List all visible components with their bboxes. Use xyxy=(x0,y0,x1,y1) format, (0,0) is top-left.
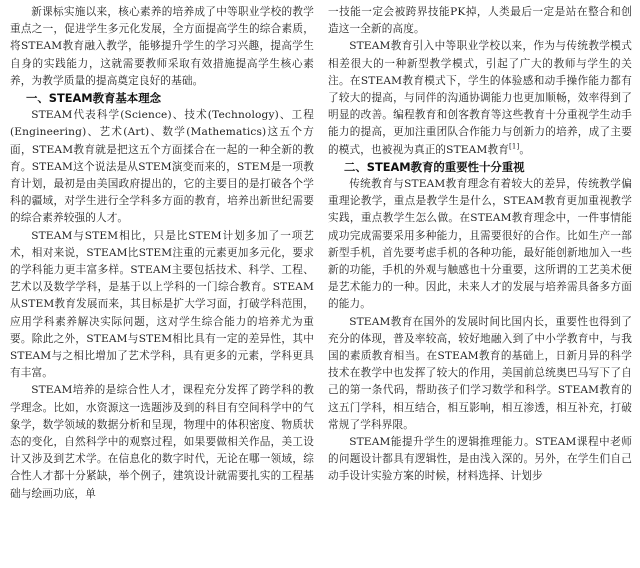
section-heading-1: 一、STEAM教育基本理念 xyxy=(25,91,161,106)
continued-paragraph: 一技能一定会被跨界技能PK掉，人类最后一定是站在整合和创造这一全新的高度。 xyxy=(328,6,632,36)
right-column xyxy=(328,4,632,568)
body-paragraph: STEAM教育在国外的发展时间比国内长，重要性也得到了充分的体现，普及率较高，较好地融入到了中小学教育中，与我国的素质教育相当。在STEAM教育的基础上，日新月异的科学技术在教学中也发挥了较大的作用，美国前总统奥巴马写下了自己的第一条代码，帮助孩子们学习数学和科学。STEAM教育的这五门学科，相互结合，相互影响，相互渗透，相互补充，打破常规了学科界限。 xyxy=(328,315,632,431)
body-paragraph xyxy=(328,38,632,158)
citation-ref[interactable]: [1] xyxy=(508,142,520,151)
intro-paragraph: 新课标实施以来，核心素养的培养成了中等职业学校的教学重点之一，促进学生多元化发展，全方面提高学生的综合素质，将STEAM教育融入教学，能够提升学生的学习兴趣，提高学生自身的实践能力，这就需要教师采取有效措施提高学生核心素养，为教学质量的提高奠定良好的基础。 xyxy=(10,6,314,87)
body-paragraph: STEAM代表科学(Science)、技术(Technology)、工程(Engineering)、艺术(Art)、数学(Mathematics)这五个方面，STEAM教育就是把这五个方面揉合在一起的一种全新的教育。STEAM这个说法是从STEM演变而来的，STEM是一项教育计划，最初是由美国政府提出的，它的主要目的是打破各个学科的疆域，对学生进行全学科多方面的教育，培养出新世纪需要的综合素养较强的人才。 xyxy=(10,109,314,225)
left-column xyxy=(10,4,314,568)
section-heading-2: 二、STEAM教育的重要性十分重视 xyxy=(343,159,525,174)
body-paragraph: STEAM培养的是综合性人才，课程充分发挥了跨学科的教学理念。比如，水资源这一选题涉及到的科目有空间科学中的气象学，数学领域的数据分析和呈现，物理中的体积密度、物质状态的变化，自然科学中的观察过程，如果要做相关作品，美工设计又涉及到艺术学。在信息化的数字时代，无论在哪一领域，综合性人才都十分紧缺，举个例子，建筑设计就需要扎实的工程基础与绘画功底，单 xyxy=(10,384,314,500)
body-paragraph: STEAM与STEM相比，只是比STEM计划多加了一项艺术，相对来说，STEAM比STEM注重的元素更加多元化，要求的学科能力更丰富多样。STEAM主要包括技术、科学、工程、艺术以及数学学科，是基于以上学科的一门综合教育。STEAM从STEM教育发展而来，其目标是扩大学习面，打破学科范围，应用学科素养解决实际问题，这对学生综合能力的培养尤为重要。除此之外，STEAM与STEM相比具有一定的差异性，其中STEAM与之相比增加了艺术学科，具有更多的元素，学科更具有丰富。 xyxy=(10,229,314,380)
body-paragraph-text: STEAM教育引入中等职业学校以来，作为与传统教学模式相差很大的一种新型教学模式，引起了广大的教师与学生的关注。在STEAM教育模式下，学生的体验感和动手操作能力都有了较大的提高，与同伴的沟通协调能力也更加顺畅，效率得到了明显的改善。编程教育和创客教育等这些教育十分重视学生动手能力的提高，更加注重团队合作能力与创新力的培养，成了主要的模式，也被视为真正的STEAM教育 xyxy=(328,40,632,156)
body-paragraph: 传统教育与STEAM教育理念有着较大的差异，传统教学偏重理论教学，重点是教学生是什么，STEAM教育更加重视教学实践，重点教学生怎么做。在STEAM教育理念中，一件事情能成功完成需要采用多种能力，且需要很好的合作。比如生产一部新型手机，首先要考虑手机的各种功能，最好能创新地加入一些新的功能，手机的外观与触感也十分重要，这所谓的工艺美术便是艺术能力的一种。因此，未来人才的发展与培养需具备多方面的能力。 xyxy=(328,178,632,311)
body-paragraph-tail: 。 xyxy=(519,143,531,156)
body-paragraph: STEAM能提升学生的逻辑推理能力。STEAM课程中老师的问题设计都具有逻辑性，是由浅入深的。另外，在学生们自己动手设计实验方案的时候，材料选择、计划步 xyxy=(328,436,632,483)
